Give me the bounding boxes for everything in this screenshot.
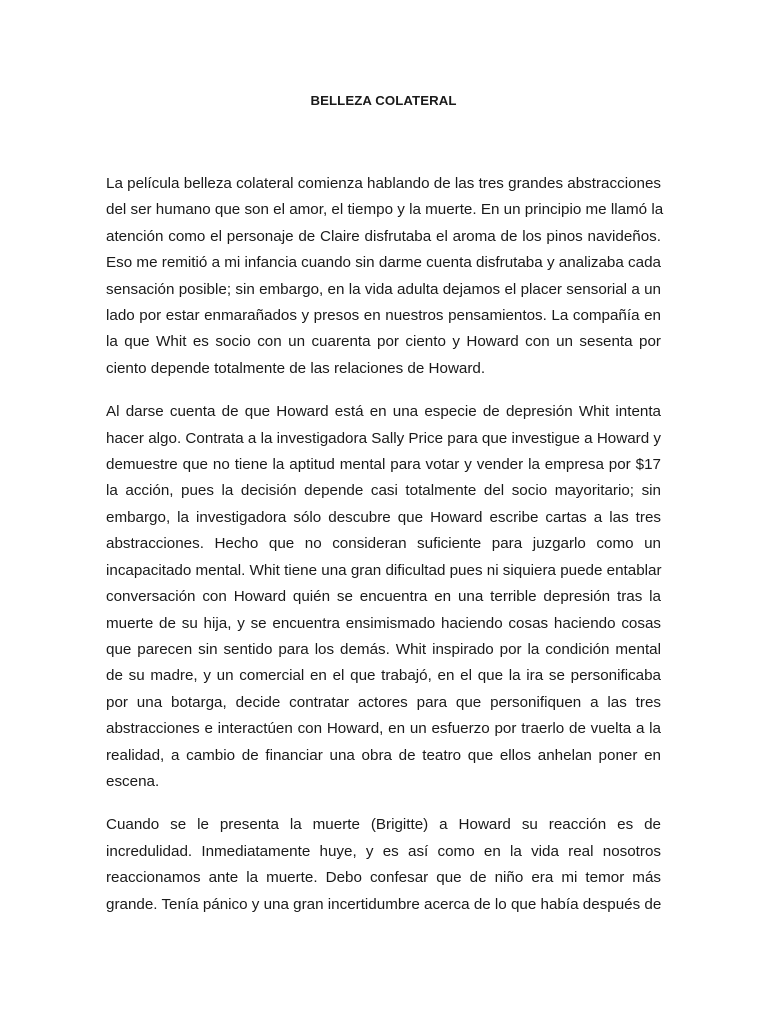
paragraph-line: abstracciones. Hecho que no consideran suficiente para juzgarlo como un	[106, 535, 661, 553]
paragraph-line: embargo, la investigadora sólo descubre que Howard escribe cartas a las tres	[106, 508, 661, 526]
paragraph-2	[106, 399, 661, 795]
paragraph-line: Al darse cuenta de que Howard está en una especie de depresión Whit intenta	[106, 403, 661, 421]
paragraph-line: realidad, a cambio de financiar una obra de teatro que ellos anhelan poner en	[106, 746, 661, 764]
paragraph-1	[106, 171, 664, 382]
paragraph-line: por una botarga, decide contratar actores para que personifiquen a las tres	[106, 693, 661, 711]
paragraph-3	[106, 812, 661, 918]
paragraph-line: Cuando se le presenta la muerte (Brigitte) a Howard su reacción es de	[106, 816, 661, 834]
paragraph-line: incredulidad. Inmediatamente huye, y es así como en la vida real nosotros	[106, 842, 661, 860]
paragraph-line: escena.	[106, 772, 160, 790]
paragraph-line: sensación posible; sin embargo, en la vida adulta dejamos el placer sensorial a un	[106, 280, 661, 298]
paragraph-line: La película belleza colateral comienza hablando de las tres grandes abstracciones	[106, 175, 661, 192]
paragraph-line: del ser humano que son el amor, el tiempo y la muerte. En un principio me llamó la	[106, 201, 664, 219]
paragraph-line: demuestre que no tiene la aptitud mental para votar y vender la empresa por $17	[106, 456, 661, 474]
paragraph-line: incapacitado mental. Whit tiene una gran dificultad pues ni siquiera puede entablar	[106, 561, 662, 579]
paragraph-line: muerte de su hija, y se encuentra ensimismado haciendo cosas haciendo cosas	[106, 614, 661, 632]
paragraph-line: atención como el personaje de Claire disfrutaba el aroma de los pinos navideños.	[106, 227, 661, 245]
paragraph-line: grande. Tenía pánico y una gran incertidumbre acerca de lo que había después de	[106, 895, 662, 913]
paragraph-line: conversación con Howard quién se encuentra en una terrible depresión tras la	[106, 588, 661, 606]
paragraph-line: lado por estar enmarañados y presos en nuestros pensamientos. La compañía en	[106, 307, 661, 325]
paragraph-line: de su madre, y un comercial en el que trabajó, en el que la ira se personificaba	[106, 667, 661, 685]
paragraph-line: la que Whit es socio con un cuarenta por ciento y Howard con un sesenta por	[106, 333, 661, 351]
document-page	[106, 91, 664, 935]
document-title: BELLEZA COLATERAL	[310, 93, 457, 108]
paragraph-line: la acción, pues la decisión depende casi totalmente del socio mayoritario; sin	[106, 482, 661, 500]
paragraph-line: hacer algo. Contrata a la investigadora Sally Price para que investigue a Howard y	[106, 429, 661, 447]
paragraph-line: abstracciones e interactúen con Howard, en un esfuerzo por traerlo de vuelta a la	[106, 720, 661, 738]
paragraph-line: Eso me remitió a mi infancia cuando sin darme cuenta disfrutaba y analizaba cada	[106, 254, 661, 272]
paragraph-line: ciento depende totalmente de las relaciones de Howard.	[106, 359, 486, 377]
paragraph-line: que parecen sin sentido para los demás. Whit inspirado por la condición mental	[106, 640, 661, 658]
paragraph-line: reaccionamos ante la muerte. Debo confesar que de niño era mi temor más	[106, 869, 661, 887]
